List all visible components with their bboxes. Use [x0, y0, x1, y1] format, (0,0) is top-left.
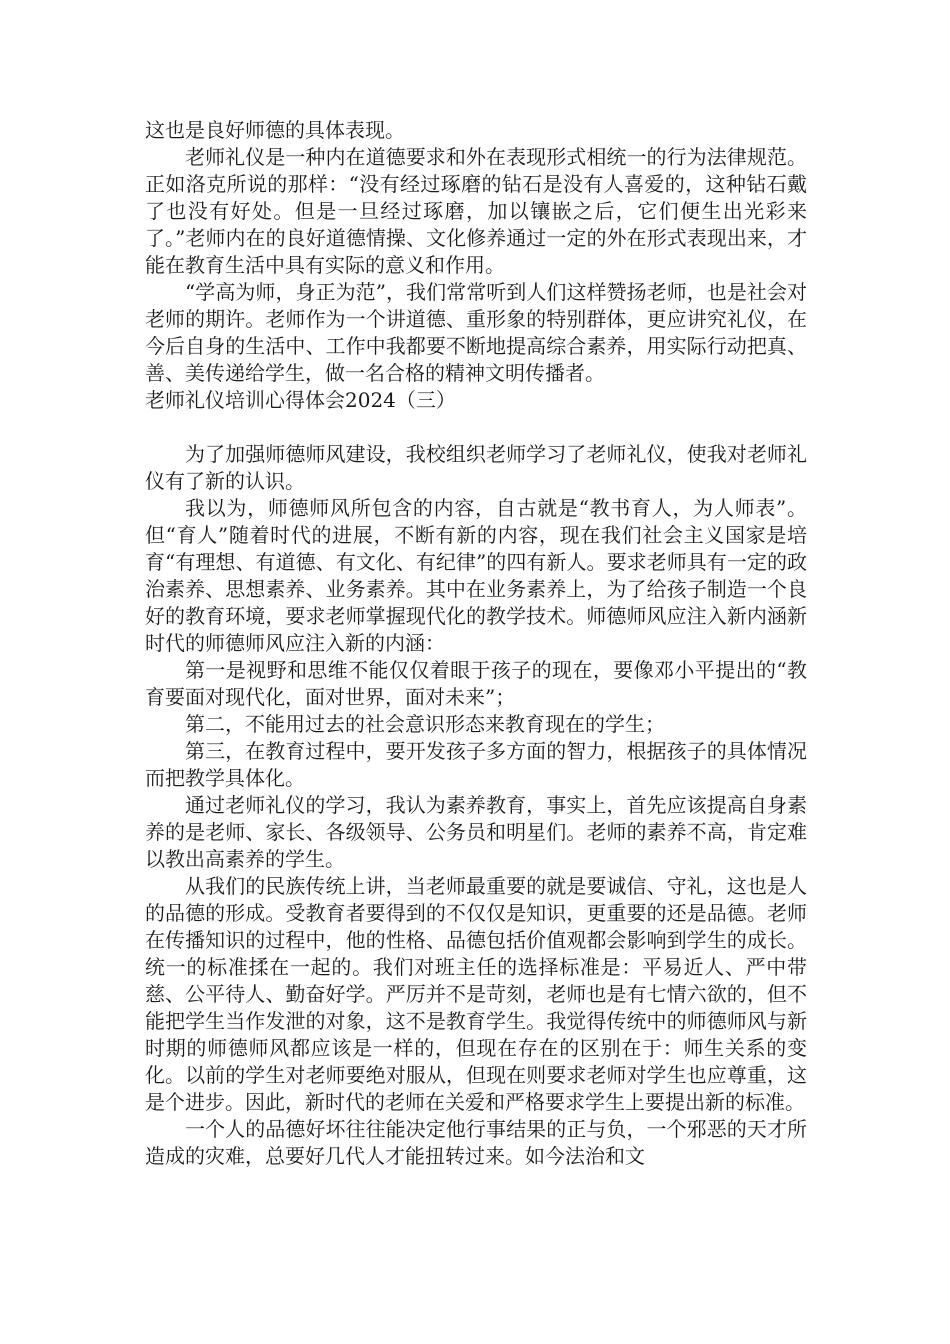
paragraph: 我以为，师德师风所包含的内容，自古就是“教书育人，为人师表”。但“育人”随着时代的进展，不断有新的内容，现在我们社会主义国家是培育“有理想、有道德、有文化、有纪律”的四有新人。要求老师具有一定的政治素养、思想素养、业务素养。其中在业务素养上，为了给孩子制造一个良好的教育环境，要求老师掌握现代化的教学技术。师德师风应注入新内涵新时代的师德师风应注入新的内涵：: [145, 496, 807, 655]
paragraph: 第三，在教育过程中，要开发孩子多方面的智力，根据孩子的具体情况而把教学具体化。: [145, 739, 807, 790]
section-title: 老师礼仪培训心得体会2024（三）: [145, 388, 456, 412]
paragraph: 从我们的民族传统上讲，当老师最重要的就是要诚信、守礼，这也是人的品德的形成。受教育者要得到的不仅仅是知识，更重要的还是品德。老师在传播知识的过程中，他的性格、品德包括价值观都会影响到学生的成长。统一的标准揉在一起的。我们对班主任的选择标准是：平易近人、严中带慈、公平待人、勤奋好学。严厉并不是苛刻，老师也是有七情六欲的，但不能把学生当作发泄的对象，这不是教育学生。我觉得传统中的师德师风与新时期的师德师风都应该是一样的，但现在存在的区别在于：师生关系的变化。以前的学生对老师要绝对服从，但现在则要求老师对学生也应尊重，这是个进步。因此，新时代的老师在关爱和严格要求学生上要提出新的标准。: [145, 874, 807, 1114]
paragraph: 老师礼仪是一种内在道德要求和外在表现形式相统一的行为法律规范。正如洛克所说的那样：“没有经过琢磨的钻石是没有人喜爱的，这种钻石戴了也没有好处。但是一旦经过琢磨，加以镶嵌之后，它们便生出光彩来了。”老师内在的良好道德情操、文化修养通过一定的外在形式表现出来，才能在教育生活中具有实际的意义和作用。: [145, 145, 807, 277]
document-page: [145, 117, 807, 1170]
paragraph: 为了加强师德师风建设，我校组织老师学习了老师礼仪，使我对老师礼仪有了新的认识。: [145, 442, 807, 493]
blank-line: [145, 414, 807, 441]
paragraph: 第二，不能用过去的社会意识形态来教育现在的学生；: [185, 712, 665, 736]
paragraphs-before: [145, 117, 807, 387]
paragraph: 第一是视野和思维不能仅仅着眼于孩子的现在，要像邓小平提出的“教育要面对现代化，面对世界，面对未来”；: [145, 658, 807, 709]
paragraph: “学高为师，身正为范”，我们常常听到人们这样赞扬老师，也是社会对老师的期许。老师作为一个讲道德、重形象的特别群体，更应讲究礼仪，在今后自身的生活中、工作中我都要不断地提高综合素养，用实际行动把真、善、美传递给学生，做一名合格的精神文明传播者。: [145, 280, 807, 385]
paragraph: 通过老师礼仪的学习，我认为素养教育，事实上，首先应该提高自身素养的是老师、家长、各级领导、公务员和明星们。老师的素养不高，肯定难以教出高素养的学生。: [145, 793, 807, 871]
paragraph: 一个人的品德好坏往往能决定他行事结果的正与负，一个邪恶的天才所造成的灾难，总要好几代人才能扭转过来。如今法治和文: [145, 1117, 807, 1168]
paragraph: 这也是良好师德的具体表现。: [145, 118, 405, 142]
paragraphs-after: [145, 441, 807, 1170]
